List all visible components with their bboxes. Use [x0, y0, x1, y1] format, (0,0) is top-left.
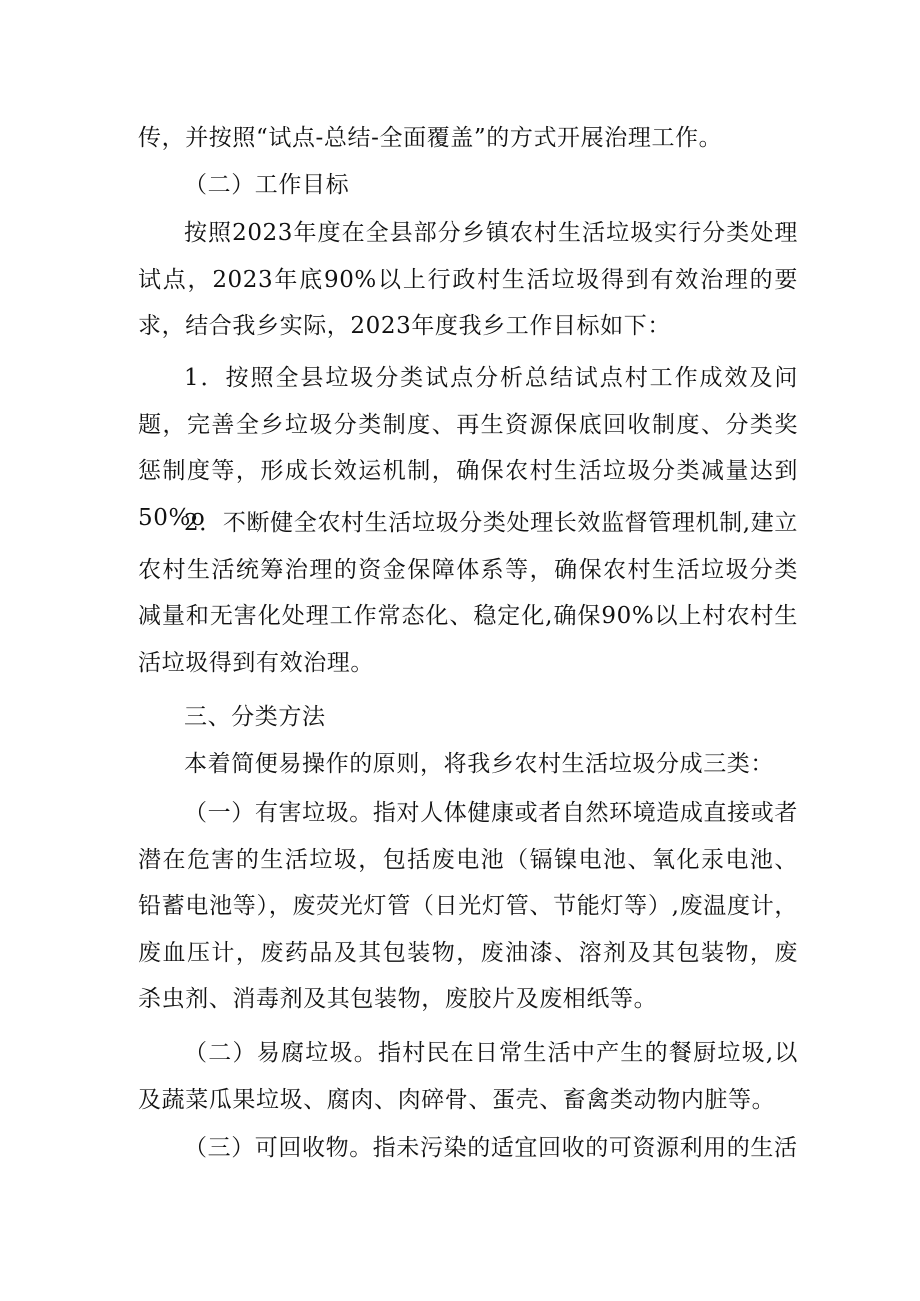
- paragraph-perishable-waste: （二）易腐垃圾。指村民在日常生活中产生的餐厨垃圾,以及蔬菜瓜果垃圾、腐肉、肉碎骨、蛋壳、畜禽类动物内脏等。: [138, 1040, 798, 1113]
- paragraph-classification-intro: 本着简便易操作的原则，将我乡农村生活垃圾分成三类：: [184, 751, 774, 777]
- paragraph-recyclables: （三）可回收物。指未污染的适宜回收的可资源利用的生活: [184, 1135, 798, 1161]
- section-heading-classification: 三、分类方法: [184, 704, 326, 730]
- paragraph-goals-intro: 按照2023年度在全县部分乡镇农村生活垃圾实行分类处理试点，2023年底90%以上行政村生活垃圾得到有效治理的要求，结合我乡实际，2023年度我乡工作目标如下：: [138, 220, 798, 339]
- section-heading-work-goals: （二）工作目标: [184, 172, 350, 198]
- paragraph-continuation: 传，并按照“试点-总结-全面覆盖”的方式开展治理工作。: [138, 125, 723, 151]
- paragraph-goal-2: 2．不断健全农村生活垃圾分类处理长效监督管理机制,建立农村生活统筹治理的资金保障体系等，确保农村生活垃圾分类减量和无害化处理工作常态化、稳定化,确保90%以上村农村生活垃圾得到有效治理。: [138, 510, 798, 676]
- paragraph-hazardous-waste: （一）有害垃圾。指对人体健康或者自然环境造成直接或者潜在危害的生活垃圾，包括废电池（镉镍电池、氧化汞电池、铅蓄电池等），废荧光灯管（日光灯管、节能灯等）,废温度计，废血压计，废药品及其包装物，废油漆、溶剂及其包装物，废杀虫剂、消毒剂及其包装物，废胶片及废相纸等。: [138, 800, 798, 1012]
- paragraph-goal-1: 1．按照全县垃圾分类试点分析总结试点村工作成效及问题，完善全乡垃圾分类制度、再生资源保底回收制度、分类奖惩制度等，形成长效运机制，确保农村生活垃圾分类减量达到50%o: [138, 365, 798, 531]
